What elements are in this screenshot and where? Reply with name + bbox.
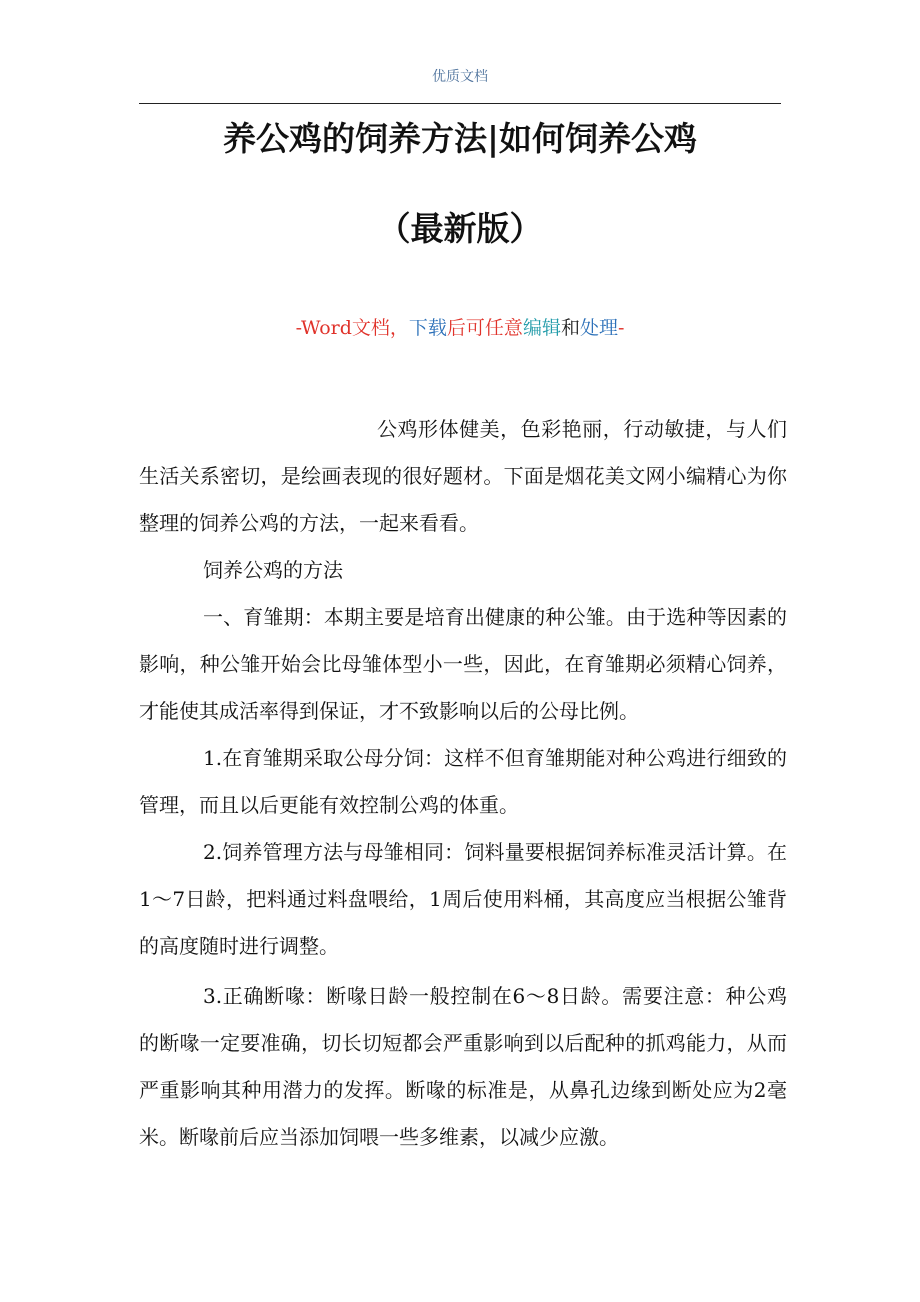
subtitle-process: 处理 xyxy=(579,317,618,339)
header-divider xyxy=(139,103,781,104)
subtitle-dash: - xyxy=(617,317,625,339)
paragraph-brooding-period: 一、育雏期：本期主要是培育出健康的种公雏。由于选种等因素的影响，种公雏开始会比母雏体型小一些，因此，在育雏期必须精心饲养，才能使其成活率得到保证，才不致影响以后的公母比例。 xyxy=(139,605,787,723)
document-subtitle xyxy=(0,313,920,340)
subtitle-and: 和 xyxy=(560,317,580,339)
subtitle-document: 文档， xyxy=(351,317,409,339)
subtitle-download: 下载 xyxy=(408,317,447,339)
subtitle-arbitrary: 后可任意 xyxy=(446,317,523,339)
document-title-edition: （最新版） xyxy=(377,209,543,248)
subtitle-word: -Word xyxy=(295,317,352,339)
document-body xyxy=(139,406,787,1161)
section-heading: 饲养公鸡的方法 xyxy=(203,558,343,582)
paragraph-separate-feeding: 1.在育雏期采取公母分饲：这样不但育雏期能对种公鸡进行细致的管理，而且以后更能有效控制公鸡的体重。 xyxy=(139,746,787,817)
intro-paragraph: 公鸡形体健美，色彩艳丽，行动敏捷，与人们生活关系密切，是绘画表现的很好题材。下面是烟花美文网小编精心为你整理的饲养公鸡的方法，一起来看看。 xyxy=(139,417,787,535)
subtitle-edit: 编辑 xyxy=(522,317,561,339)
paragraph-beak-trimming: 3.正确断喙：断喙日龄一般控制在6～8日龄。需要注意：种公鸡的断喙一定要准确，切长切短都会严重影响到以后配种的抓鸡能力，从而严重影响其种用潜力的发挥。断喙的标准是，从鼻孔边缘到断处应为2毫米。断喙前后应当添加饲喂一些多维素，以减少应激。 xyxy=(139,984,787,1149)
document-header: 优质文档 xyxy=(432,69,488,85)
paragraph-feeding-management: 2.饲养管理方法与母雏相同：饲料量要根据饲养标准灵活计算。在1～7日龄，把料通过料盘喂给，1周后使用料桶，其高度应当根据公雏背的高度随时进行调整。 xyxy=(139,840,787,958)
document-title: 养公鸡的饲养方法|如何饲养公鸡 xyxy=(222,119,697,158)
